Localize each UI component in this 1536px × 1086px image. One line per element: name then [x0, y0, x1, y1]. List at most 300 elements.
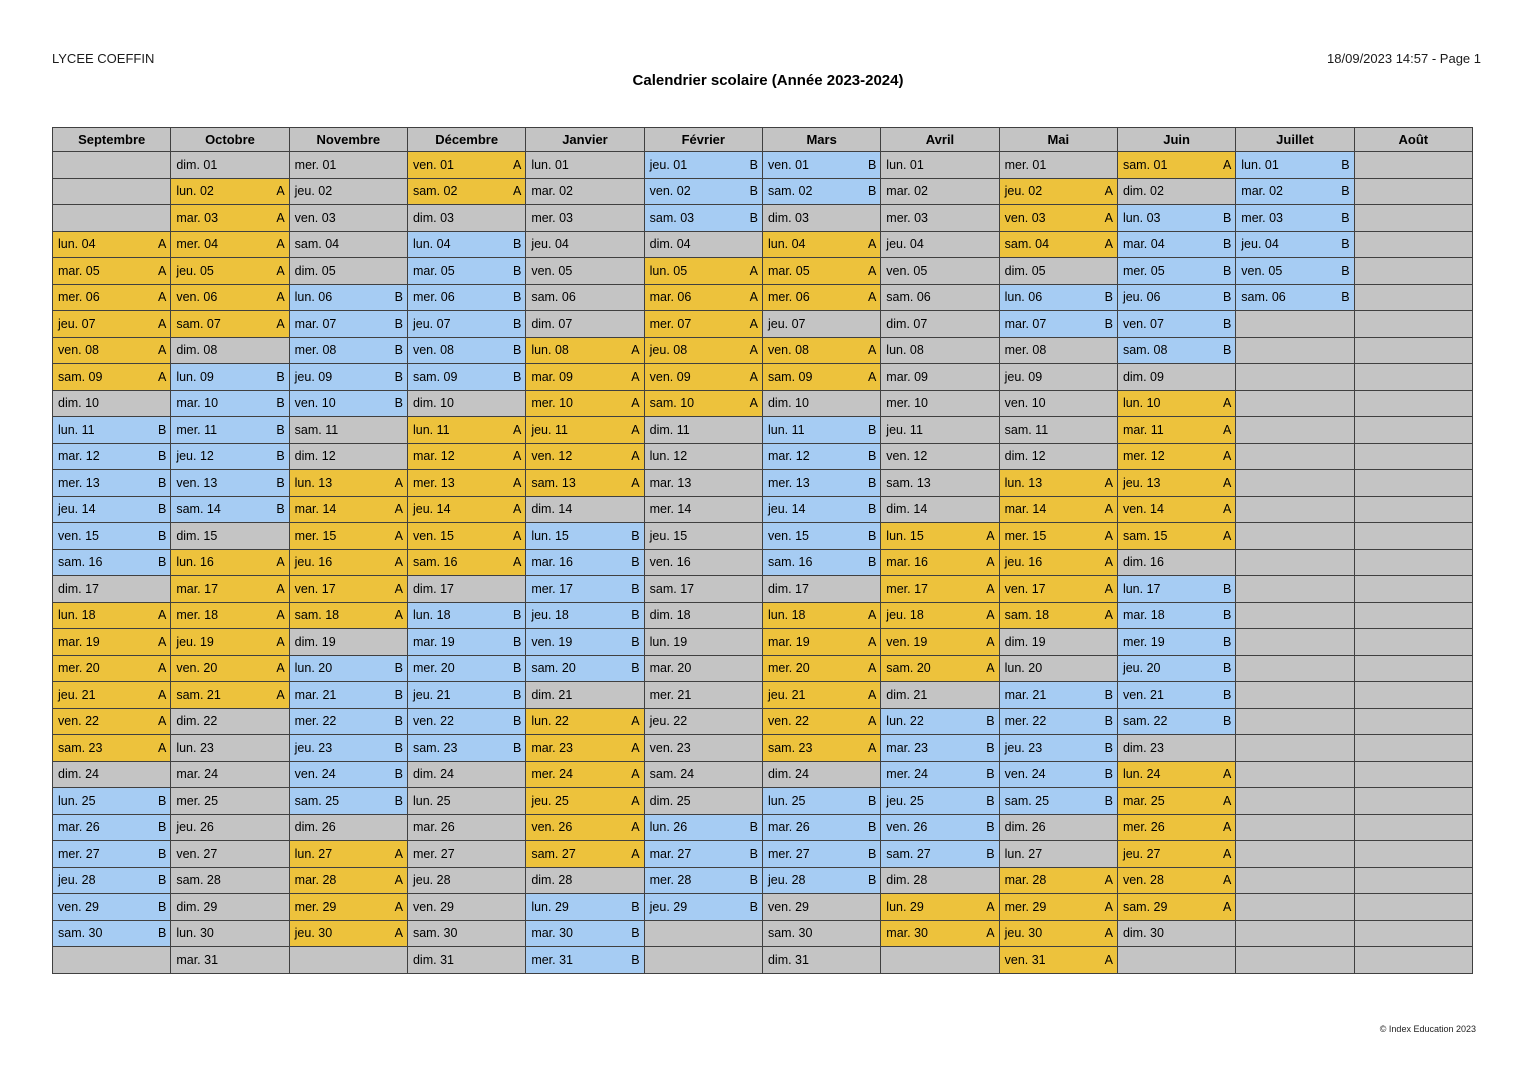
- day-cell-inner: [881, 470, 998, 496]
- day-label: mer. 22: [294, 714, 337, 729]
- day-cell-inner: [763, 682, 880, 708]
- day-cell-inner: [645, 285, 762, 311]
- week-letter: B: [1341, 184, 1350, 199]
- week-letter: A: [1104, 210, 1113, 225]
- day-cell-inner: [1236, 735, 1353, 761]
- empty-day-cell: [53, 205, 171, 232]
- week-letter: A: [276, 634, 285, 649]
- week-letter: B: [157, 555, 167, 570]
- day-cell-inner: [53, 338, 170, 364]
- day-label: ven. 24: [294, 767, 336, 782]
- day-cell-inner: [763, 364, 880, 390]
- day-cell-inner: [290, 285, 407, 311]
- day-cell: [407, 920, 525, 947]
- day-cell-inner: [763, 656, 880, 682]
- week-letter: A: [1222, 502, 1232, 517]
- day-cell: [1236, 178, 1354, 205]
- day-label: mar. 21: [294, 687, 337, 702]
- day-cell: [407, 602, 525, 629]
- week-letter: A: [631, 767, 640, 782]
- week-letter: A: [1222, 873, 1232, 888]
- day-label: mer. 20: [767, 661, 810, 676]
- day-label: sam. 16: [58, 555, 103, 570]
- month-header: Février: [644, 128, 762, 152]
- week-letter: B: [512, 687, 522, 702]
- day-label: dim. 18: [649, 608, 691, 623]
- week-letter: A: [986, 581, 995, 596]
- day-cell: [407, 337, 525, 364]
- day-label: sam. 10: [649, 396, 695, 411]
- day-label: dim. 29: [176, 899, 218, 914]
- day-cell: [762, 258, 880, 285]
- day-cell-inner: [53, 868, 170, 894]
- week-letter: B: [1341, 237, 1350, 252]
- day-cell: [999, 523, 1117, 550]
- day-cell: [526, 655, 644, 682]
- day-cell-inner: [763, 497, 880, 523]
- week-letter: A: [276, 687, 285, 702]
- day-cell: [53, 523, 171, 550]
- week-letter: A: [512, 555, 522, 570]
- day-cell: [881, 523, 999, 550]
- empty-day-cell: [53, 947, 171, 974]
- day-label: dim. 05: [294, 263, 336, 278]
- day-label: dim. 17: [767, 581, 809, 596]
- day-cell-inner: [1000, 603, 1117, 629]
- week-letter: A: [276, 290, 285, 305]
- day-cell-inner: [1355, 338, 1472, 364]
- day-label: lun. 12: [649, 449, 688, 464]
- day-label: mar. 14: [1004, 502, 1047, 517]
- day-cell-inner: [526, 762, 643, 788]
- day-cell: [171, 894, 289, 921]
- week-letter: A: [157, 687, 167, 702]
- week-letter: A: [157, 263, 167, 278]
- day-cell-inner: [171, 311, 288, 337]
- day-cell: [881, 682, 999, 709]
- week-letter: A: [749, 290, 758, 305]
- day-cell-inner: [881, 709, 998, 735]
- day-cell: [53, 231, 171, 258]
- day-label: dim. 11: [649, 422, 690, 437]
- day-cell-inner: [1355, 205, 1472, 231]
- day-label: mer. 15: [294, 528, 337, 543]
- day-label: dim. 24: [767, 767, 809, 782]
- day-cell-inner: [408, 788, 525, 814]
- day-cell: [644, 867, 762, 894]
- day-cell-inner: [645, 815, 762, 841]
- day-cell: [999, 205, 1117, 232]
- day-label: jeu. 13: [1122, 475, 1161, 490]
- day-cell-inner: [1236, 205, 1353, 231]
- day-label: sam. 04: [1004, 237, 1050, 252]
- day-cell: [289, 867, 407, 894]
- day-label: mar. 02: [1241, 184, 1283, 199]
- day-cell-inner: [53, 656, 170, 682]
- day-cell-inner: [53, 285, 170, 311]
- day-cell-inner: [881, 682, 998, 708]
- day-cell: [762, 390, 880, 417]
- day-cell-inner: [881, 417, 998, 443]
- week-letter: A: [157, 369, 167, 384]
- week-letter: B: [512, 290, 522, 305]
- day-cell: [289, 655, 407, 682]
- week-letter: B: [631, 581, 640, 596]
- week-letter: B: [512, 740, 522, 755]
- day-cell: [762, 682, 880, 709]
- empty-day-cell: [1354, 682, 1472, 709]
- day-cell-inner: [290, 762, 407, 788]
- day-cell: [526, 708, 644, 735]
- day-cell-inner: [526, 550, 643, 576]
- day-label: lun. 18: [412, 608, 451, 623]
- day-cell-inner: [526, 338, 643, 364]
- day-cell-inner: [1000, 947, 1117, 973]
- day-cell-inner: [171, 762, 288, 788]
- day-cell: [881, 231, 999, 258]
- week-letter: A: [276, 263, 285, 278]
- day-cell: [1117, 841, 1235, 868]
- day-cell: [1117, 311, 1235, 338]
- day-cell: [1236, 231, 1354, 258]
- day-label: mar. 06: [649, 290, 692, 305]
- day-cell-inner: [53, 815, 170, 841]
- day-cell-inner: [645, 709, 762, 735]
- day-label: jeu. 21: [58, 687, 96, 702]
- day-cell-inner: [171, 179, 288, 205]
- day-label: lun. 22: [886, 714, 924, 729]
- day-cell: [526, 867, 644, 894]
- empty-day-cell: [53, 178, 171, 205]
- day-cell-inner: [408, 550, 525, 576]
- week-letter: A: [1104, 873, 1113, 888]
- day-label: sam. 30: [58, 926, 103, 941]
- day-cell: [526, 761, 644, 788]
- day-cell-inner: [1118, 205, 1235, 231]
- day-cell-inner: [290, 656, 407, 682]
- day-cell: [171, 284, 289, 311]
- day-cell: [53, 284, 171, 311]
- day-cell-inner: [171, 285, 288, 311]
- day-cell-inner: [1000, 709, 1117, 735]
- day-cell: [644, 655, 762, 682]
- day-cell-inner: [171, 815, 288, 841]
- day-cell: [53, 337, 171, 364]
- week-letter: A: [749, 396, 758, 411]
- day-cell-inner: [1236, 709, 1353, 735]
- day-label: jeu. 11: [886, 422, 923, 437]
- day-cell: [644, 231, 762, 258]
- day-cell: [171, 947, 289, 974]
- day-label: dim. 03: [767, 210, 809, 225]
- day-cell-inner: [881, 152, 998, 178]
- week-letter: B: [1222, 343, 1232, 358]
- day-cell: [53, 708, 171, 735]
- calendar-row: [53, 894, 1473, 921]
- day-label: dim. 10: [58, 396, 99, 411]
- day-cell-inner: [881, 735, 998, 761]
- week-letter: B: [749, 873, 758, 888]
- week-letter: A: [276, 555, 285, 570]
- day-label: mar. 14: [294, 502, 337, 517]
- day-label: jeu. 30: [294, 926, 333, 941]
- day-label: sam. 23: [412, 740, 458, 755]
- day-label: jeu. 09: [1004, 369, 1043, 384]
- week-letter: A: [867, 263, 877, 278]
- week-letter: A: [986, 555, 995, 570]
- day-label: ven. 15: [767, 528, 809, 543]
- day-cell: [999, 284, 1117, 311]
- empty-day-cell: [1354, 576, 1472, 603]
- week-letter: A: [1104, 528, 1113, 543]
- day-label: sam. 17: [649, 581, 695, 596]
- day-cell-inner: [763, 868, 880, 894]
- day-cell: [1236, 152, 1354, 179]
- day-label: sam. 02: [767, 184, 813, 199]
- week-letter: A: [512, 528, 522, 543]
- day-label: sam. 30: [767, 926, 813, 941]
- day-cell-inner: [1000, 179, 1117, 205]
- day-label: lun. 11: [58, 422, 95, 437]
- day-label: mer. 06: [767, 290, 810, 305]
- week-letter: A: [512, 449, 522, 464]
- day-label: lun. 01: [1241, 157, 1279, 172]
- day-cell: [999, 364, 1117, 391]
- day-cell-inner: [526, 815, 643, 841]
- week-letter: A: [157, 343, 167, 358]
- day-cell: [999, 788, 1117, 815]
- day-cell: [644, 708, 762, 735]
- calendar-row: [53, 682, 1473, 709]
- day-cell: [171, 152, 289, 179]
- day-cell-inner: [881, 788, 998, 814]
- week-letter: B: [276, 502, 285, 517]
- week-letter: A: [394, 846, 403, 861]
- day-label: mar. 12: [58, 449, 100, 464]
- day-cell: [407, 708, 525, 735]
- week-letter: B: [394, 661, 403, 676]
- day-cell-inner: [881, 179, 998, 205]
- day-label: ven. 10: [1004, 396, 1046, 411]
- day-cell-inner: [1236, 815, 1353, 841]
- day-label: dim. 04: [649, 237, 691, 252]
- day-cell: [407, 152, 525, 179]
- calendar-row: [53, 390, 1473, 417]
- day-cell-inner: [881, 576, 998, 602]
- day-cell-inner: [290, 152, 407, 178]
- day-label: mar. 02: [531, 184, 573, 199]
- day-cell: [881, 735, 999, 762]
- day-label: mer. 22: [1004, 714, 1047, 729]
- day-label: ven. 17: [294, 581, 336, 596]
- day-cell: [762, 470, 880, 497]
- empty-day-cell: [1236, 894, 1354, 921]
- day-cell: [53, 920, 171, 947]
- day-cell-inner: [1355, 417, 1472, 443]
- day-label: jeu. 06: [1122, 290, 1161, 305]
- day-cell: [999, 549, 1117, 576]
- day-cell-inner: [290, 815, 407, 841]
- day-cell-inner: [526, 364, 643, 390]
- day-cell: [644, 284, 762, 311]
- day-cell-inner: [1118, 815, 1235, 841]
- day-cell: [289, 152, 407, 179]
- day-cell-inner: [1000, 735, 1117, 761]
- day-cell-inner: [1000, 232, 1117, 258]
- day-cell-inner: [171, 947, 288, 973]
- day-cell: [407, 231, 525, 258]
- day-cell-inner: [1118, 682, 1235, 708]
- day-cell: [526, 947, 644, 974]
- day-label: lun. 05: [649, 263, 688, 278]
- day-cell-inner: [408, 338, 525, 364]
- day-cell: [171, 549, 289, 576]
- day-label: mer. 08: [1004, 343, 1047, 358]
- day-cell: [526, 735, 644, 762]
- day-cell: [644, 311, 762, 338]
- day-label: ven. 20: [176, 661, 218, 676]
- day-label: ven. 24: [1004, 767, 1046, 782]
- empty-day-cell: [1236, 788, 1354, 815]
- day-label: mer. 14: [649, 502, 692, 517]
- day-label: lun. 02: [176, 184, 214, 199]
- day-label: sam. 23: [58, 740, 103, 755]
- day-cell: [762, 205, 880, 232]
- week-letter: A: [867, 740, 877, 755]
- week-letter: A: [631, 714, 640, 729]
- empty-day-cell: [289, 947, 407, 974]
- day-label: mar. 30: [531, 926, 573, 941]
- day-cell: [1117, 443, 1235, 470]
- day-cell-inner: [881, 258, 998, 284]
- day-cell: [1117, 390, 1235, 417]
- day-cell-inner: [1355, 285, 1472, 311]
- day-cell: [53, 814, 171, 841]
- day-cell-inner: [53, 444, 170, 470]
- day-cell-inner: [1236, 311, 1353, 337]
- month-header: Octobre: [171, 128, 289, 152]
- calendar-row: [53, 523, 1473, 550]
- day-cell: [407, 761, 525, 788]
- day-cell: [289, 311, 407, 338]
- day-label: mar. 21: [1004, 687, 1047, 702]
- day-label: jeu. 08: [649, 343, 688, 358]
- day-cell-inner: [1355, 179, 1472, 205]
- day-cell: [53, 761, 171, 788]
- day-label: lun. 15: [531, 528, 569, 543]
- empty-day-cell: [53, 152, 171, 179]
- week-letter: A: [1104, 184, 1113, 199]
- day-cell: [881, 178, 999, 205]
- day-cell-inner: [881, 444, 998, 470]
- day-cell: [53, 788, 171, 815]
- week-letter: A: [276, 210, 285, 225]
- day-label: jeu. 09: [294, 369, 333, 384]
- day-label: lun. 01: [886, 157, 924, 172]
- day-label: dim. 05: [1004, 263, 1046, 278]
- week-letter: B: [1104, 316, 1113, 331]
- day-label: sam. 30: [412, 926, 458, 941]
- day-cell: [881, 655, 999, 682]
- week-letter: B: [1222, 608, 1232, 623]
- week-letter: B: [157, 475, 167, 490]
- day-cell-inner: [290, 709, 407, 735]
- day-cell: [289, 708, 407, 735]
- empty-day-cell: [1354, 178, 1472, 205]
- day-cell-inner: [526, 656, 643, 682]
- day-cell-inner: [290, 735, 407, 761]
- day-cell: [407, 867, 525, 894]
- day-cell: [526, 814, 644, 841]
- day-cell-inner: [1236, 868, 1353, 894]
- day-cell-inner: [1118, 656, 1235, 682]
- day-cell-inner: [1236, 497, 1353, 523]
- day-cell: [407, 443, 525, 470]
- day-label: dim. 12: [1004, 449, 1046, 464]
- day-cell: [289, 284, 407, 311]
- day-cell-inner: [1000, 762, 1117, 788]
- day-label: mar. 05: [58, 263, 100, 278]
- week-letter: B: [749, 820, 758, 835]
- day-label: dim. 07: [886, 316, 928, 331]
- week-letter: B: [631, 926, 640, 941]
- day-cell-inner: [763, 629, 880, 655]
- day-cell: [644, 735, 762, 762]
- day-cell-inner: [1355, 603, 1472, 629]
- day-label: sam. 20: [531, 661, 576, 676]
- day-label: lun. 04: [767, 237, 806, 252]
- day-label: lun. 11: [412, 422, 450, 437]
- day-cell-inner: [1355, 232, 1472, 258]
- day-label: jeu. 22: [649, 714, 688, 729]
- day-cell: [1117, 894, 1235, 921]
- empty-day-cell: [1354, 867, 1472, 894]
- day-cell-inner: [763, 444, 880, 470]
- week-letter: B: [867, 502, 877, 517]
- week-letter: A: [1222, 475, 1232, 490]
- day-cell: [171, 390, 289, 417]
- day-cell-inner: [1000, 815, 1117, 841]
- day-cell: [171, 523, 289, 550]
- day-cell: [762, 814, 880, 841]
- day-cell-inner: [763, 205, 880, 231]
- week-letter: B: [276, 369, 285, 384]
- day-label: dim. 09: [1122, 369, 1164, 384]
- week-letter: A: [1222, 846, 1232, 861]
- day-cell-inner: [171, 417, 288, 443]
- day-cell: [53, 735, 171, 762]
- day-cell: [881, 761, 999, 788]
- month-header: Janvier: [526, 128, 644, 152]
- week-letter: B: [986, 793, 995, 808]
- day-cell-inner: [53, 232, 170, 258]
- day-cell-inner: [645, 894, 762, 920]
- day-cell-inner: [763, 232, 880, 258]
- day-cell-inner: [408, 470, 525, 496]
- day-cell-inner: [171, 550, 288, 576]
- day-cell-inner: [171, 682, 288, 708]
- week-letter: B: [1222, 290, 1232, 305]
- day-label: lun. 18: [767, 608, 806, 623]
- day-label: jeu. 04: [886, 237, 924, 252]
- empty-day-cell: [1236, 470, 1354, 497]
- day-cell-inner: [881, 232, 998, 258]
- day-cell-inner: [408, 841, 525, 867]
- day-cell-inner: [171, 152, 288, 178]
- week-letter: A: [867, 369, 877, 384]
- day-cell-inner: [53, 894, 170, 920]
- day-cell: [999, 311, 1117, 338]
